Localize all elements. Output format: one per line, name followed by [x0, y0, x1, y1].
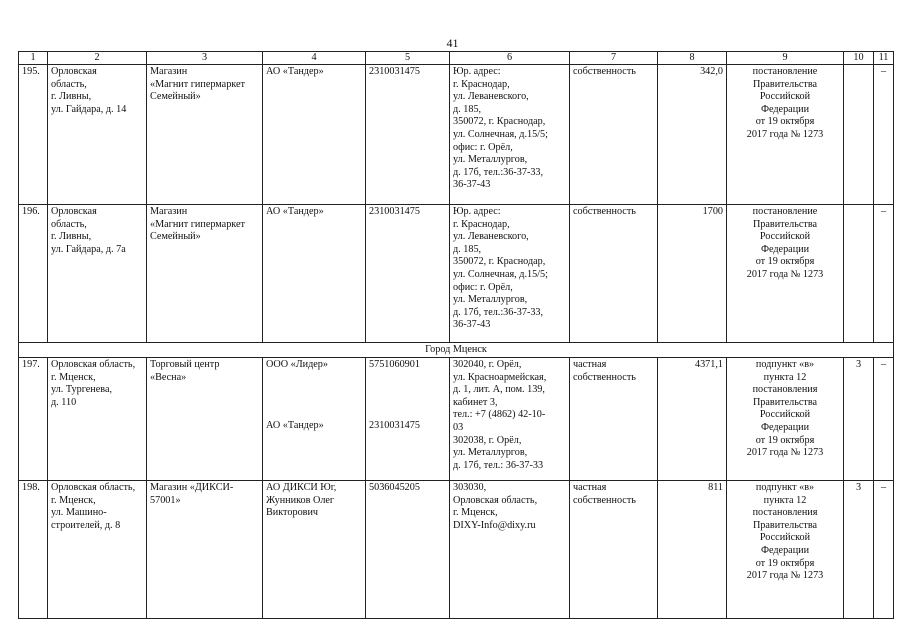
- header-cell: 3: [147, 52, 263, 65]
- header-cell: 1: [19, 52, 48, 65]
- registry-table: [18, 51, 894, 619]
- ownership-cell: собственность: [570, 65, 658, 205]
- header-cell: 10: [844, 52, 874, 65]
- header-cell: 6: [450, 52, 570, 65]
- header-cell: 5: [366, 52, 450, 65]
- inn-cell: [366, 358, 450, 481]
- owner-a: ООО «Лидер»: [266, 359, 328, 370]
- header-cell: 9: [727, 52, 844, 65]
- inn-cell: 2310031475: [366, 205, 450, 343]
- table-row: [19, 205, 894, 343]
- object-cell: Магазин «Магнит гипермаркет Семейный»: [147, 205, 263, 343]
- col11-cell: –: [874, 205, 894, 343]
- inn-cell: 5036045205: [366, 481, 450, 619]
- object-cell: Торговый центр «Весна»: [147, 358, 263, 481]
- table-row: [19, 358, 894, 481]
- column-number-header: [19, 52, 894, 65]
- area-cell: 4371,1: [658, 358, 727, 481]
- owner-cell: АО «Тандер»: [263, 65, 366, 205]
- col10-cell: [844, 205, 874, 343]
- ownership-cell: частная собственность: [570, 481, 658, 619]
- contacts-cell: Юр. адрес: г. Краснодар, ул. Леваневского, д. 185, 350072, г. Краснодар, ул. Солнечная, д.15/5; офис: г. Орёл, ул. Металлургов, д. 17б, тел.:36-37-33, 36-37-43: [450, 65, 570, 205]
- row-number: 195.: [19, 65, 48, 205]
- owner-cell: АО «Тандер»: [263, 205, 366, 343]
- header-cell: 11: [874, 52, 894, 65]
- address-cell: Орловская область, г. Мценск, ул. Машино- строителей, д. 8: [48, 481, 147, 619]
- area-cell: 811: [658, 481, 727, 619]
- row-number: 196.: [19, 205, 48, 343]
- area-cell: 1700: [658, 205, 727, 343]
- header-cell: 4: [263, 52, 366, 65]
- inn-a: 5751060901: [369, 359, 420, 370]
- ownership-cell: частная собственность: [570, 358, 658, 481]
- owner-cell: АО ДИКСИ Юг, Жунников Олег Викторович: [263, 481, 366, 619]
- section-row: [19, 343, 894, 358]
- page-number: 41: [446, 36, 459, 50]
- ownership-cell: собственность: [570, 205, 658, 343]
- basis-cell: постановление Правительства Российской Федерации от 19 октября 2017 года № 1273: [727, 65, 844, 205]
- owner-cell: [263, 358, 366, 481]
- contacts-cell: 303030, Орловская область, г. Мценск, DIXY-Info@dixy.ru: [450, 481, 570, 619]
- col10-cell: 3: [844, 358, 874, 481]
- col11-cell: –: [874, 65, 894, 205]
- col11-cell: –: [874, 481, 894, 619]
- object-cell: Магазин «Магнит гипермаркет Семейный»: [147, 65, 263, 205]
- contacts-cell: 302040, г. Орёл, ул. Красноармейская, д. 1, лит. А, пом. 139, кабинет 3, тел.: +7 (4862) 42-10- 03 302038, г. Орёл, ул. Металлургов, д. 17б, тел.: 36-37-33: [450, 358, 570, 481]
- inn-b: 2310031475: [369, 419, 420, 431]
- basis-cell: постановление Правительства Российской Федерации от 19 октября 2017 года № 1273: [727, 205, 844, 343]
- section-title: Город Мценск: [19, 343, 894, 358]
- inn-cell: 2310031475: [366, 65, 450, 205]
- table-row: [19, 481, 894, 619]
- col10-cell: 3: [844, 481, 874, 619]
- object-cell: Магазин «ДИКСИ- 57001»: [147, 481, 263, 619]
- row-number: 198.: [19, 481, 48, 619]
- address-cell: Орловская область, г. Мценск, ул. Тургенева, д. 110: [48, 358, 147, 481]
- col11-cell: –: [874, 358, 894, 481]
- table-row: [19, 65, 894, 205]
- basis-cell: подпункт «в» пункта 12 постановления Правительства Российской Федерации от 19 октября 2017 года № 1273: [727, 481, 844, 619]
- basis-cell: подпункт «в» пункта 12 постановления Правительства Российской Федерации от 19 октября 2017 года № 1273: [727, 358, 844, 481]
- header-cell: 7: [570, 52, 658, 65]
- row-number: 197.: [19, 358, 48, 481]
- header-cell: 2: [48, 52, 147, 65]
- address-cell: Орловская область, г. Ливны, ул. Гайдара, д. 14: [48, 65, 147, 205]
- address-cell: Орловская область, г. Ливны, ул. Гайдара, д. 7а: [48, 205, 147, 343]
- col10-cell: [844, 65, 874, 205]
- contacts-cell: Юр. адрес: г. Краснодар, ул. Леваневского, д. 185, 350072, г. Краснодар, ул. Солнечная, д.15/5; офис: г. Орёл, ул. Металлургов, д. 17б, тел.:36-37-33, 36-37-43: [450, 205, 570, 343]
- area-cell: 342,0: [658, 65, 727, 205]
- owner-b: АО «Тандер»: [266, 419, 324, 431]
- header-cell: 8: [658, 52, 727, 65]
